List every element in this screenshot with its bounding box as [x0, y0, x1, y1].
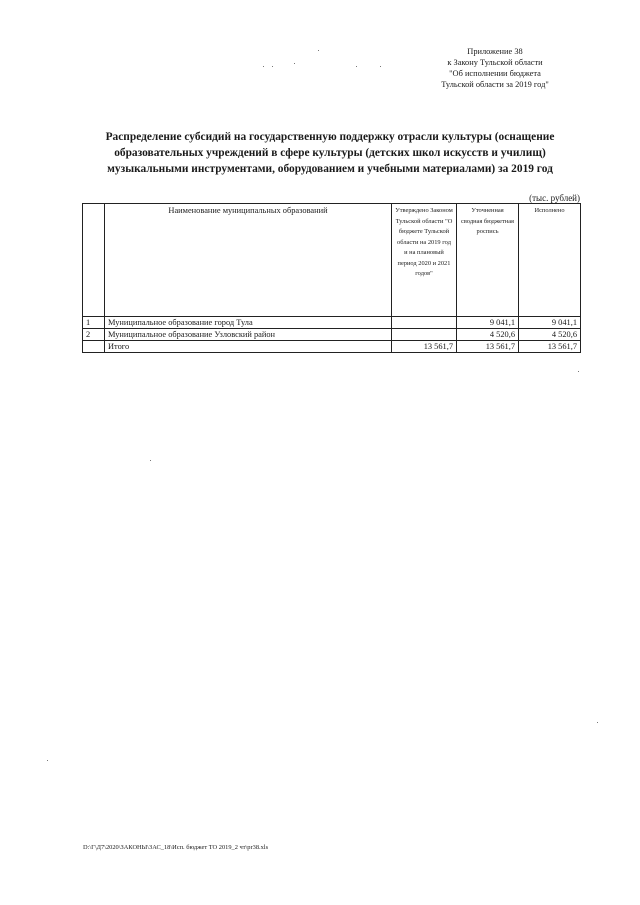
- header-refined: Уточненная сводная бюджетная роспись: [457, 204, 519, 317]
- document-title: [80, 129, 580, 177]
- scan-speck: [272, 66, 273, 67]
- row-approved: [392, 329, 457, 341]
- scan-speck: [318, 50, 319, 51]
- row-executed: 4 520,6: [519, 329, 581, 341]
- header-executed: Исполнено: [519, 204, 581, 317]
- appendix-line-3: "Об исполнении бюджета: [449, 69, 541, 78]
- row-approved: [392, 317, 457, 329]
- row-name: Муниципальное образование город Тула: [105, 317, 392, 329]
- scan-speck: [356, 66, 357, 67]
- total-label: Итого: [105, 341, 392, 353]
- table-total-row: [83, 341, 581, 353]
- subsidy-table: [82, 203, 581, 353]
- scan-speck: [263, 66, 264, 67]
- total-executed: 13 561,7: [519, 341, 581, 353]
- row-number: 2: [83, 329, 105, 341]
- appendix-line-1: Приложение 38: [467, 47, 523, 56]
- row-refined: 4 520,6: [457, 329, 519, 341]
- title-line-2: образовательных учреждений в сфере культуры (детских школ искусств и училищ): [114, 147, 546, 159]
- units-label: (тыс. рублей): [529, 193, 580, 203]
- scan-speck: [597, 722, 598, 723]
- header-number: [83, 204, 105, 317]
- row-refined: 9 041,1: [457, 317, 519, 329]
- title-line-3: музыкальными инструментами, оборудованием и учебными материалами) за 2019 год: [107, 163, 553, 175]
- table-row: [83, 329, 581, 341]
- scan-speck: [150, 460, 151, 461]
- file-path-footer: D:\Г\Д7\2020\ЗАКОНЫ\ЗАС_18\Исп. бюджет ТО 2019_2 чт\pr38.xls: [83, 844, 269, 851]
- row-number: 1: [83, 317, 105, 329]
- appendix-line-2: к Закону Тульской области: [447, 58, 543, 67]
- scan-speck: [47, 760, 48, 761]
- table-header-row: [83, 204, 581, 317]
- scan-speck: [380, 66, 381, 67]
- appendix-line-4: Тульской области за 2019 год": [441, 80, 549, 89]
- scan-speck: [294, 63, 295, 64]
- table-row: [83, 317, 581, 329]
- row-name: Муниципальное образование Узловский район: [105, 329, 392, 341]
- header-approved: Утверждено Законом Тульской области "О бюджете Тульской области на 2019 год и на плановый период 2020 и 2021 годов": [392, 204, 457, 317]
- title-line-1: Распределение субсидий на государственную поддержку отрасли культуры (оснащение: [105, 131, 555, 143]
- row-executed: 9 041,1: [519, 317, 581, 329]
- total-number: [83, 341, 105, 353]
- appendix-block: [420, 46, 570, 90]
- total-refined: 13 561,7: [457, 341, 519, 353]
- total-approved: 13 561,7: [392, 341, 457, 353]
- header-name: Наименование муниципальных образований: [105, 204, 392, 317]
- scan-speck: [578, 371, 579, 372]
